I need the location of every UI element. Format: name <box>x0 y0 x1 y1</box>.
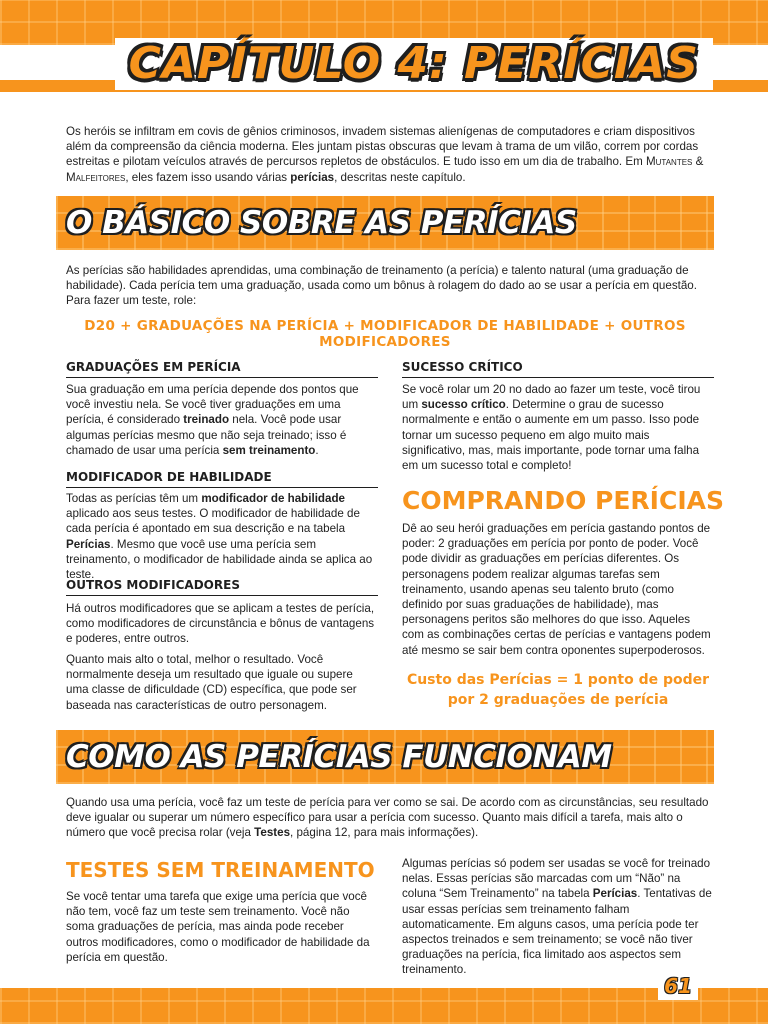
testes-paragraph: Se você tentar uma tarefa que exige uma perícia que você não tem, você faz um teste sem treinamento. Você não soma graduações de perícia, mas ainda pode receber outros modificadores, como o modificador de habilidade da perícia em questão. <box>66 890 370 964</box>
cost-line-2: por 2 graduações de perícia <box>447 692 669 708</box>
page-number: 61 <box>658 972 698 1000</box>
heading-modificador: MODIFICADOR DE HABILIDADE <box>66 470 378 488</box>
section-title-basico: O BÁSICO SOBRE AS PERÍCIAS <box>66 205 577 241</box>
treinado-paragraph: Algumas perícias só podem ser usadas se você for treinado nelas. Essas perícias são marcadas com um “Não” na coluna “Sem Treinamento” na tabela Perícias. Tentativas de usar essas perícias sem treinamento falham automaticamente. Em alguns casos, uma perícia pode ter aspectos treinados e sem treinamento; se você não tiver graduações na perícia, fica limitado aos aspectos sem treinamento. <box>402 857 712 977</box>
comprando-paragraph: Dê ao seu herói graduações em perícia gastando pontos de poder: 2 graduações em perícia por ponto de poder. Você pode dividir as graduações em perícias diferentes. Os personagens podem realizar algumas tarefas sem treinamento, usando apenas seu talento bruto (como definido por suas graduações de habilidade), mas personagens peritos são melhores do que isso. Aqueles com as combinações certas de perícias e vantagens podem até mesmo se sair bem contra oponentes superpoderosos. <box>402 522 711 657</box>
basico-paragraph: As perícias são habilidades aprendidas, uma combinação de treinamento (a perícia) e talento natural (uma graduação de habilidade). Cada perícia tem uma graduação, usada como um bônus à rolagem do dado ao se usar a perícia em questão. Para fazer um teste, role: <box>66 264 697 308</box>
heading-graduacoes: GRADUAÇÕES EM PERÍCIA <box>66 360 378 378</box>
outros-paragraph-1: Há outros modificadores que se aplicam a testes de perícia, como modificadores de circunstância e bônus de vantagens e poderes, entre outros. <box>66 602 375 646</box>
funcionam-paragraph: Quando usa uma perícia, você faz um teste de perícia para ver como se sai. De acordo com as circunstâncias, seu resultado deve igualar ou superar um número específico para usar a perícia com sucesso. Quanto mais difícil a tarefa, mais alto o número que você precisa rolar (veja Testes, página 12, para mais informações). <box>66 796 709 840</box>
sucesso-paragraph: Se você rolar um 20 no dado ao fazer um teste, você tirou um sucesso crítico. Determine o grau de sucesso normalmente e então o aumente em um passo. Isso pode tornar um sucesso pequeno em algo muito mais significativo, mas, mais importante, pode tornar uma falha em um sucesso total e completo! <box>402 383 701 473</box>
cost-line-1: Custo das Perícias = 1 ponto de poder <box>406 672 710 688</box>
section-title-funcionam: COMO AS PERÍCIAS FUNCIONAM <box>66 739 612 775</box>
heading-comprando: COMPRANDO PERÍCIAS <box>402 486 724 515</box>
roll-formula: D20 + GRADUAÇÕES NA PERÍCIA + MODIFICADOR DE HABILIDADE + OUTROS MODIFICADORES <box>84 318 686 350</box>
chapter-title: CAPÍTULO 4: PERÍCIAS <box>115 38 713 90</box>
intro-paragraph: Os heróis se infiltram em covis de gênios criminosos, invadem sistemas alienígenas de computadores e criam dispositivos além da compreensão da ciência moderna. Eles juntam pistas obscuras que levam à trama de um vilão, correm por cordas estreitas e pilotam veículos através de percursos repletos de obstáculos. E tudo isso em um dia de trabalho. Em Mutantes & Malfeitores, eles fazem isso usando várias perícias, descritas neste capítulo. <box>66 125 704 184</box>
section-banner-funcionam <box>56 730 714 784</box>
graduacoes-paragraph: Sua graduação em uma perícia depende dos pontos que você investiu nela. Se você tiver graduações em uma perícia, é considerado treinado nela. Você pode usar algumas perícias mesmo que não seja treinado; isso é chamado de usar uma perícia sem treinamento. <box>66 383 359 457</box>
heading-testes: TESTES SEM TREINAMENTO <box>66 858 375 882</box>
heading-outros: OUTROS MODIFICADORES <box>66 578 378 596</box>
heading-sucesso: SUCESSO CRÍTICO <box>402 360 714 378</box>
outros-paragraph-2: Quanto mais alto o total, melhor o resultado. Você normalmente deseja um resultado que iguale ou supere uma classe de dificuldade (CD) específica, que pode ser baseada nas características de outro personagem. <box>66 653 357 712</box>
bottom-decor-band <box>0 988 768 1024</box>
section-banner-basico <box>56 196 714 250</box>
cost-callout <box>400 670 716 710</box>
modificador-paragraph: Todas as perícias têm um modificador de habilidade aplicado aos seus testes. O modificador de habilidade de cada perícia é apontado em sua descrição e na tabela Perícias. Mesmo que você use uma perícia sem treinamento, o modificador de habilidade ainda se aplica ao teste. <box>66 492 373 582</box>
